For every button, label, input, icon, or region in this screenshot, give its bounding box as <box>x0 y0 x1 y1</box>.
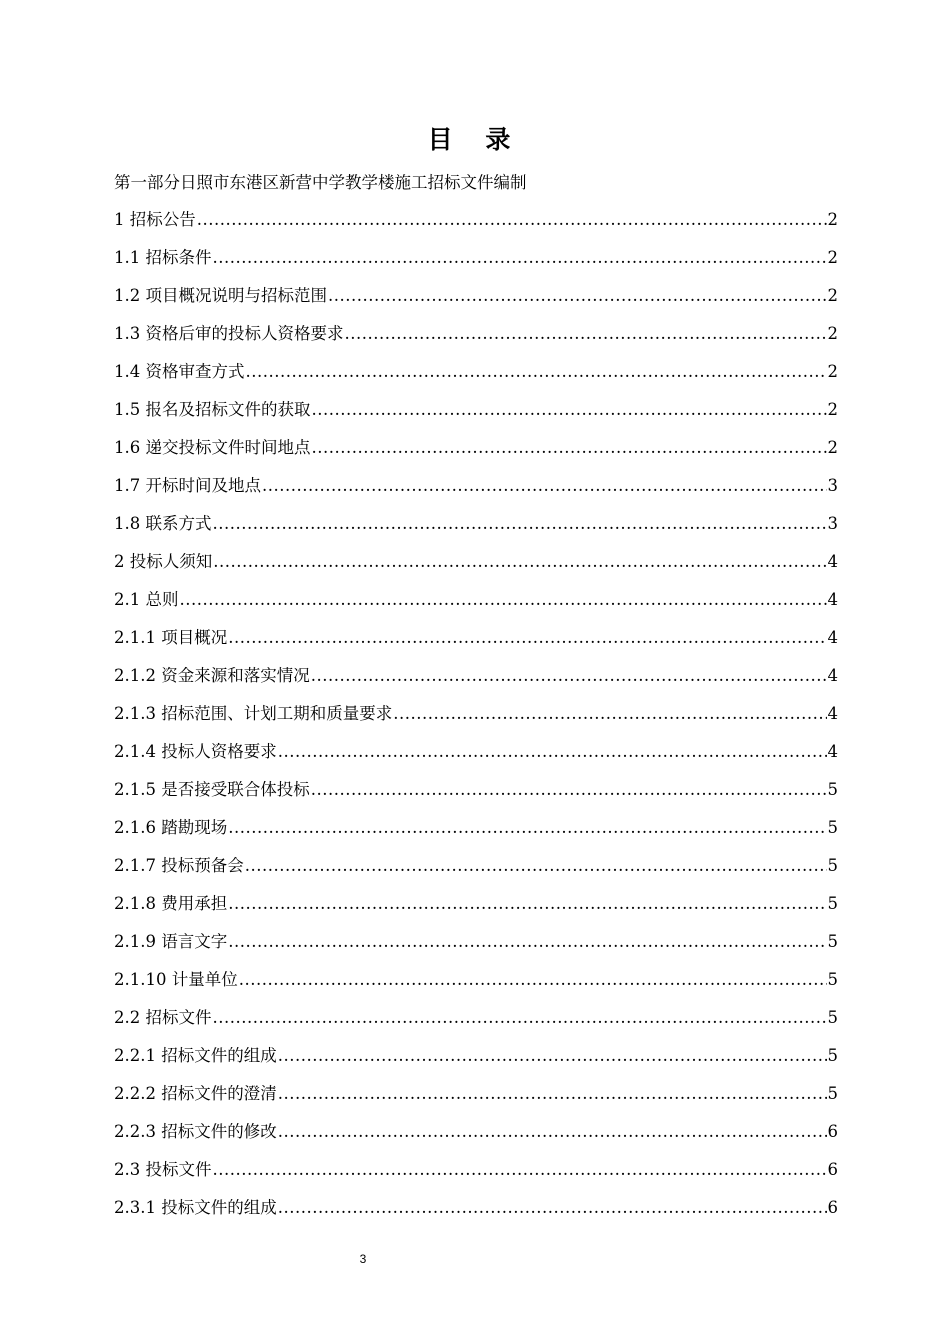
toc-entry-page: 5 <box>827 818 838 837</box>
toc-entry-label: 1.5 报名及招标文件的获取 <box>114 400 311 419</box>
toc-entry[interactable] <box>114 245 838 283</box>
toc-entry[interactable] <box>114 739 838 777</box>
toc-entry-label: 2.1 总则 <box>114 590 179 609</box>
toc-leader-dots <box>228 891 826 917</box>
toc-entry[interactable] <box>114 1081 838 1119</box>
toc-entry-label: 1.6 递交投标文件时间地点 <box>114 438 311 457</box>
toc-entry-page: 3 <box>827 514 838 533</box>
section-heading: 第一部分日照市东港区新营中学教学楼施工招标文件编制 <box>114 173 527 192</box>
toc-entry-label: 2.1.1 项目概况 <box>114 628 228 647</box>
toc-entry[interactable] <box>114 359 838 397</box>
toc-entry-label: 2.1.10 计量单位 <box>114 970 238 989</box>
toc-leader-dots <box>213 1005 827 1031</box>
toc-entry-label: 2 投标人须知 <box>114 552 213 571</box>
toc-entry-page: 6 <box>827 1160 838 1179</box>
toc-leader-dots <box>239 967 827 993</box>
toc-entry[interactable] <box>114 1119 838 1157</box>
toc-entry[interactable] <box>114 663 838 701</box>
toc-leader-dots <box>213 245 827 271</box>
toc-entry[interactable] <box>114 511 838 549</box>
toc-entry-page: 5 <box>827 1084 838 1103</box>
toc-leader-dots <box>278 1043 827 1069</box>
toc-leader-dots <box>278 1119 827 1145</box>
toc-leader-dots <box>213 511 827 537</box>
toc-leader-dots <box>278 1081 827 1107</box>
page-number: 3 <box>359 1252 367 1266</box>
toc-entry-page: 4 <box>827 552 838 571</box>
toc-entry-label: 1.1 招标条件 <box>114 248 212 267</box>
toc-entry-page: 5 <box>827 970 838 989</box>
toc-entry-page: 5 <box>827 894 838 913</box>
toc-entry-label: 2.1.7 投标预备会 <box>114 856 244 875</box>
toc-entry-label: 1.2 项目概况说明与招标范围 <box>114 286 327 305</box>
toc-entry[interactable] <box>114 321 838 359</box>
toc-entry-label: 1 招标公告 <box>114 210 196 229</box>
toc-entry-page: 5 <box>827 1046 838 1065</box>
toc-leader-dots <box>345 321 827 347</box>
toc-entry-label: 2.1.8 费用承担 <box>114 894 228 913</box>
toc-entry[interactable] <box>114 815 838 853</box>
toc-entry[interactable] <box>114 397 838 435</box>
page-title: 目 录 <box>427 125 523 154</box>
toc-entry[interactable] <box>114 283 838 321</box>
toc-entry-page: 5 <box>827 1008 838 1027</box>
toc-entry-page: 2 <box>827 210 838 229</box>
toc-leader-dots <box>262 473 827 499</box>
toc-entry-page: 5 <box>827 856 838 875</box>
toc-entry-page: 3 <box>827 476 838 495</box>
toc-entry-label: 2.1.3 招标范围、计划工期和质量要求 <box>114 704 393 723</box>
toc-entry[interactable] <box>114 473 838 511</box>
toc-entry[interactable] <box>114 1005 838 1043</box>
toc-leader-dots <box>312 435 827 461</box>
toc-entry-page: 6 <box>827 1198 838 1217</box>
toc-entry-page: 5 <box>827 780 838 799</box>
toc-entry-label: 2.3 投标文件 <box>114 1160 212 1179</box>
toc-entry-label: 2.2 招标文件 <box>114 1008 212 1027</box>
toc-entry-label: 2.3.1 投标文件的组成 <box>114 1198 277 1217</box>
toc-entry-label: 1.4 资格审查方式 <box>114 362 245 381</box>
toc-leader-dots <box>228 815 826 841</box>
toc-entry[interactable] <box>114 891 838 929</box>
toc-entry[interactable] <box>114 207 838 245</box>
toc-entry-label: 2.1.2 资金来源和落实情况 <box>114 666 310 685</box>
toc-leader-dots <box>311 663 827 689</box>
toc-leader-dots <box>246 359 827 385</box>
toc-entry-page: 4 <box>827 704 838 723</box>
toc-entry[interactable] <box>114 587 838 625</box>
toc-entry[interactable] <box>114 549 838 587</box>
toc-entry[interactable] <box>114 625 838 663</box>
toc-entry-label: 1.7 开标时间及地点 <box>114 476 261 495</box>
toc-leader-dots <box>278 739 827 765</box>
toc-entry[interactable] <box>114 1157 838 1195</box>
toc-entry[interactable] <box>114 1043 838 1081</box>
toc-entry-label: 2.1.4 投标人资格要求 <box>114 742 277 761</box>
toc-entry[interactable] <box>114 435 838 473</box>
toc-entry-page: 6 <box>827 1122 838 1141</box>
toc-entry-page: 5 <box>827 932 838 951</box>
toc-entry-page: 2 <box>827 286 838 305</box>
toc-leader-dots <box>278 1195 827 1221</box>
toc-entry-page: 4 <box>827 666 838 685</box>
toc-entry-page: 2 <box>827 324 838 343</box>
toc-leader-dots <box>213 1157 827 1183</box>
toc-entry[interactable] <box>114 701 838 739</box>
toc-entry-page: 2 <box>827 438 838 457</box>
toc-entry-page: 2 <box>827 248 838 267</box>
toc-entry[interactable] <box>114 853 838 891</box>
toc-entry-label: 2.1.9 语言文字 <box>114 932 228 951</box>
toc-entry[interactable] <box>114 777 838 815</box>
toc-entry-label: 2.2.1 招标文件的组成 <box>114 1046 277 1065</box>
toc-leader-dots <box>180 587 827 613</box>
toc-entry-label: 2.2.3 招标文件的修改 <box>114 1122 277 1141</box>
toc-entry-page: 2 <box>827 400 838 419</box>
toc-entry-label: 1.8 联系方式 <box>114 514 212 533</box>
toc-entry-label: 2.1.6 踏勘现场 <box>114 818 228 837</box>
toc-entry[interactable] <box>114 967 838 1005</box>
toc-leader-dots <box>228 929 826 955</box>
toc-leader-dots <box>312 397 827 423</box>
toc-leader-dots <box>197 207 827 233</box>
toc-entry-page: 4 <box>827 628 838 647</box>
toc-entry-page: 2 <box>827 362 838 381</box>
toc-entry-label: 2.2.2 招标文件的澄清 <box>114 1084 277 1103</box>
toc-entry-label: 1.3 资格后审的投标人资格要求 <box>114 324 344 343</box>
toc-leader-dots <box>213 549 826 575</box>
toc-entry-label: 2.1.5 是否接受联合体投标 <box>114 780 310 799</box>
toc-entry-page: 4 <box>827 742 838 761</box>
toc-leader-dots <box>228 625 826 651</box>
toc-leader-dots <box>393 701 826 727</box>
toc-leader-dots <box>328 283 827 309</box>
toc-entry-page: 4 <box>827 590 838 609</box>
toc-entry[interactable] <box>114 1195 838 1233</box>
table-of-contents <box>114 207 838 1233</box>
toc-leader-dots <box>311 777 827 803</box>
toc-leader-dots <box>245 853 827 879</box>
toc-entry[interactable] <box>114 929 838 967</box>
